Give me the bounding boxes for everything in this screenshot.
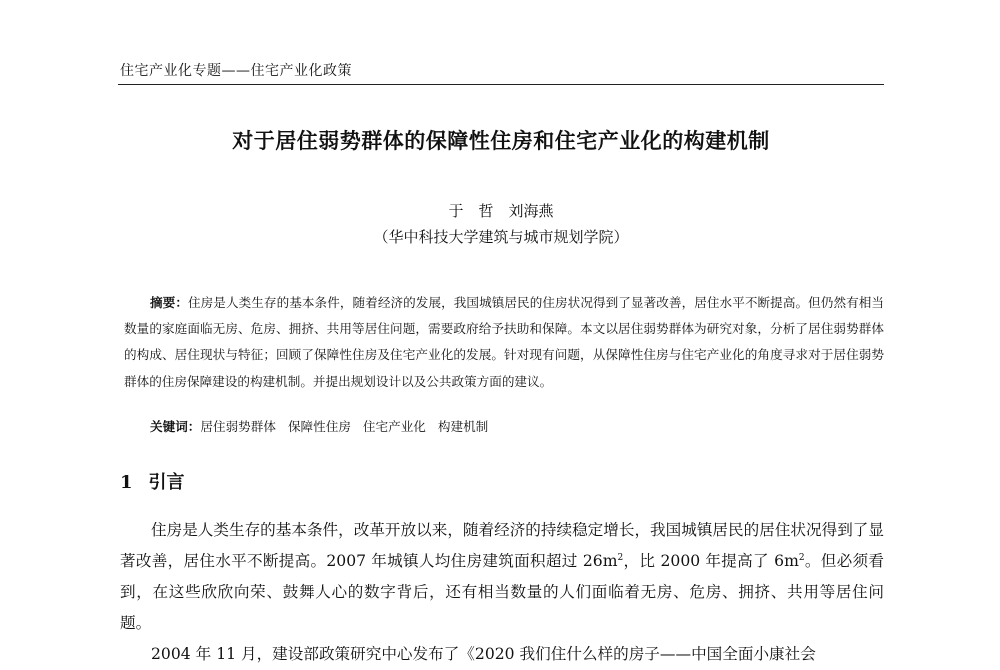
- keywords: [150, 415, 884, 439]
- superscript: 2: [617, 552, 624, 563]
- abstract-text: 住房是人类生存的基本条件，随着经济的发展，我国城镇居民的住房状况得到了显著改善，居住水平不断提高。但仍然有相当数量的家庭面临无房、危房、拥挤、共用等居住问题，需要政府给予扶助和保障。本文以居住弱势群体为研究对象，分析了居住弱势群体的构成、居住现状与特征；回顾了保障性住房及住宅产业化的发展。针对现有问题，从保障性住房与住宅产业化的角度寻求对于居住弱势群体的住房保障建设的构建机制。并提出规划设计以及公共政策方面的建议。: [124, 295, 884, 389]
- paragraph-1-part-a: 住房是人类生存的基本条件，改革开放以来，随着经济的持续稳定增长，我国城镇居民的居住状况得到了显著改善，居住水平不断提高。2007 年城镇人均住房建筑面积超过 26m: [120, 521, 884, 570]
- paragraph-2: 2004 年 11 月，建设部政策研究中心发布了《2020 我们住什么样的房子——中国全面小康社会: [151, 645, 816, 663]
- abstract-label: 摘要：: [150, 295, 188, 310]
- paper-authors: 于 哲 刘海燕: [448, 202, 554, 220]
- keyword-item: 居住弱势群体: [200, 419, 276, 434]
- paragraph-1-part-b: ，比 2000 年提高了 6m: [623, 552, 799, 570]
- header-divider: [118, 84, 884, 85]
- author-affiliation: （华中科技大学建筑与城市规划学院）: [373, 228, 629, 246]
- body-text: [120, 515, 884, 670]
- keyword-item: 保障性住房: [287, 419, 351, 434]
- paper-title: 对于居住弱势群体的保障性住房和住宅产业化的构建机制: [232, 128, 770, 153]
- paragraph-1-part-c: 。但必须看到，在这些欣欣向荣、鼓舞人心的数字背后，还有相当数量的人们面临着无房、危房、拥挤、共用等居住问题。: [120, 552, 884, 632]
- superscript: 2: [798, 552, 805, 563]
- keywords-label: 关键词：: [150, 419, 201, 434]
- section-title: 引言: [148, 472, 185, 493]
- section-number: 1: [120, 472, 133, 493]
- abstract: [124, 290, 884, 395]
- section-heading: [120, 468, 185, 494]
- keyword-item: 构建机制: [437, 419, 489, 434]
- keyword-item: 住宅产业化: [362, 419, 426, 434]
- running-header: 住宅产业化专题——住宅产业化政策: [120, 63, 352, 79]
- paragraph-1: [120, 515, 884, 639]
